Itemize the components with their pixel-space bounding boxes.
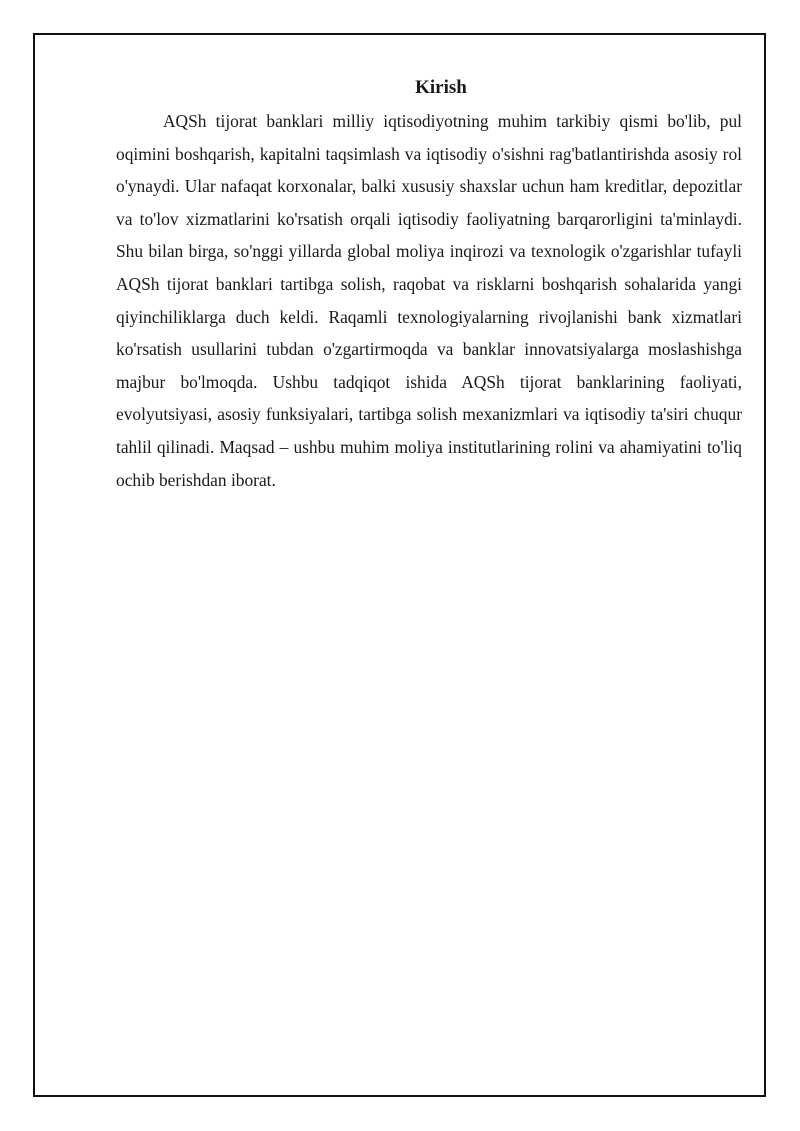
section-heading: Kirish [415,77,467,98]
intro-paragraph: AQSh tijorat banklari milliy iqtisodiyotning muhim tarkibiy qismi bo'lib, pul oqimini boshqarish, kapitalni taqsimlash va iqtisodiy o'sishni rag'batlantirishda asosiy rol o'ynaydi. Ular nafaqat korxonalar, balki xususiy shaxslar uchun ham kreditlar, depozitlar va to'lov xizmatlarini ko'rsatish orqali iqtisodiy faoliyatning barqarorligini ta'minlaydi. Shu bilan birga, so'nggi yillarda global moliya inqirozi va texnologik o'zgarishlar tufayli AQSh tijorat banklari tartibga solish, raqobat va risklarni boshqarish sohalarida yangi qiyinchiliklarga duch keldi. Raqamli texnologiyalarning rivojlanishi bank xizmatlari ko'rsatish usullarini tubdan o'zgartirmoqda va banklar innovatsiyalarga moslashishga majbur bo'lmoqda. Ushbu tadqiqot ishida AQSh tijorat banklarining faoliyati, evolyutsiyasi, asosiy funksiyalari, tartibga solish mexanizmlari va iqtisodiy ta'siri chuqur tahlil qilinadi. Maqsad – ushbu muhim moliya institutlarining rolini va ahamiyatini to'liq ochib berishdan iborat. [116,111,742,490]
document-body [116,75,742,496]
